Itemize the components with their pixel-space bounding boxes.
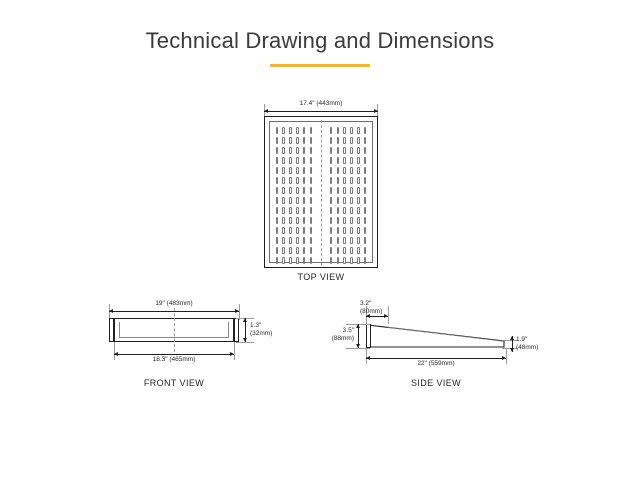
side-view-top-label xyxy=(360,300,382,316)
vent-gap xyxy=(323,237,326,244)
vent-slot xyxy=(276,157,279,164)
vent-slot xyxy=(350,147,353,154)
vent-slot xyxy=(276,217,279,224)
vent-slot xyxy=(350,227,353,234)
vent-slot xyxy=(310,187,313,194)
vent-slot xyxy=(276,197,279,204)
vent-slot xyxy=(303,167,306,174)
vent-slot xyxy=(303,227,306,234)
vent-slot xyxy=(337,187,340,194)
vent-slot xyxy=(303,217,306,224)
vent-slot xyxy=(310,247,313,254)
vent-slot xyxy=(282,177,285,184)
vent-slot xyxy=(282,187,285,194)
vent-slot xyxy=(289,257,292,264)
vent-slot xyxy=(343,137,346,144)
side-view-length-arrow-left xyxy=(366,356,370,360)
vent-gap xyxy=(323,197,326,204)
vent-slot xyxy=(282,147,285,154)
top-view-panel xyxy=(264,116,378,268)
vent-slot xyxy=(350,177,353,184)
vent-gap xyxy=(316,207,319,214)
vent-slot xyxy=(330,247,333,254)
vent-slot xyxy=(310,207,313,214)
vent-slot xyxy=(282,127,285,134)
top-view-width-label: 17.4" (443mm) xyxy=(299,100,343,107)
vent-slot xyxy=(343,227,346,234)
vent-slot xyxy=(303,137,306,144)
vent-slot xyxy=(350,247,353,254)
vent-gap xyxy=(323,167,326,174)
side-view-rear-height-line1: 1.9" xyxy=(516,336,528,343)
vent-slot xyxy=(330,207,333,214)
vent-slot xyxy=(276,227,279,234)
vent-gap xyxy=(316,217,319,224)
front-view-height-label-line1: 1.3" xyxy=(250,322,262,329)
vent-gap xyxy=(323,257,326,264)
vent-slot xyxy=(289,197,292,204)
vent-slot xyxy=(303,257,306,264)
vent-slot xyxy=(343,217,346,224)
front-view-mounting-ear-right xyxy=(234,318,239,342)
vent-slot xyxy=(337,167,340,174)
front-view-height-label-line2: (32mm) xyxy=(250,330,273,338)
vent-slot xyxy=(350,157,353,164)
vent-slot xyxy=(343,147,346,154)
vent-slot xyxy=(364,197,367,204)
vent-slot xyxy=(357,197,360,204)
vent-slot xyxy=(350,237,353,244)
vent-slot xyxy=(330,147,333,154)
title-underline-rule xyxy=(270,64,370,67)
vent-slot xyxy=(296,207,299,214)
vent-slot xyxy=(357,237,360,244)
vent-slot xyxy=(364,237,367,244)
vent-slot xyxy=(337,247,340,254)
vent-slot xyxy=(330,167,333,174)
vent-slot xyxy=(364,257,367,264)
vent-slot xyxy=(289,147,292,154)
vent-gap xyxy=(316,187,319,194)
vent-slot xyxy=(343,237,346,244)
vent-slot xyxy=(296,167,299,174)
vent-slot xyxy=(296,227,299,234)
vent-slot xyxy=(289,217,292,224)
vent-slot xyxy=(350,217,353,224)
top-view-label: TOP VIEW xyxy=(297,272,345,282)
vent-gap xyxy=(316,227,319,234)
vent-slot xyxy=(364,167,367,174)
side-view-rear-height-label xyxy=(516,336,538,352)
vent-slot xyxy=(337,207,340,214)
vent-gap xyxy=(316,247,319,254)
vent-slot xyxy=(364,227,367,234)
vent-slot xyxy=(310,167,313,174)
front-view-label: FRONT VIEW xyxy=(143,378,205,388)
vent-slot xyxy=(343,257,346,264)
vent-slot xyxy=(276,247,279,254)
vent-slot xyxy=(276,127,279,134)
front-view-height-ext-bottom xyxy=(236,342,254,343)
vent-slot xyxy=(343,127,346,134)
vent-slot xyxy=(343,177,346,184)
side-view-right-height-arrow-up xyxy=(510,336,514,340)
vent-slot xyxy=(289,187,292,194)
vent-slot xyxy=(289,247,292,254)
top-view-width-dim-line xyxy=(264,111,378,112)
vent-slot xyxy=(296,177,299,184)
vent-slot xyxy=(296,197,299,204)
side-view-top-arrow-right xyxy=(384,314,388,318)
vent-slot xyxy=(296,187,299,194)
vent-slot xyxy=(303,207,306,214)
side-view-left-height-arrow-up xyxy=(356,324,360,328)
vent-slot xyxy=(310,177,313,184)
vent-slot xyxy=(330,197,333,204)
vent-slot xyxy=(289,137,292,144)
vent-slot xyxy=(282,217,285,224)
vent-gap xyxy=(316,137,319,144)
vent-slot xyxy=(276,167,279,174)
vent-slot xyxy=(296,257,299,264)
vent-slot xyxy=(310,137,313,144)
vent-slot xyxy=(276,177,279,184)
vent-slot xyxy=(310,257,313,264)
side-view-body xyxy=(366,324,506,348)
front-view-depth-arrow-left xyxy=(114,352,118,356)
side-view-right-height-arrow-down xyxy=(510,348,514,352)
front-view-depth-ext-right xyxy=(234,342,235,360)
vent-slot xyxy=(303,237,306,244)
vent-slot xyxy=(357,167,360,174)
vent-slot xyxy=(296,157,299,164)
vent-slot xyxy=(310,197,313,204)
vent-slot xyxy=(364,147,367,154)
side-view-front-height-line2: (88mm) xyxy=(331,335,354,343)
vent-slot xyxy=(337,137,340,144)
vent-slot xyxy=(364,127,367,134)
vent-gap xyxy=(323,157,326,164)
vent-slot xyxy=(330,137,333,144)
vent-slot xyxy=(343,197,346,204)
vent-slot xyxy=(282,207,285,214)
vent-slot xyxy=(296,237,299,244)
vent-slot xyxy=(343,207,346,214)
vent-slot xyxy=(282,257,285,264)
vent-slot xyxy=(289,207,292,214)
vent-gap xyxy=(316,127,319,134)
page-title: Technical Drawing and Dimensions xyxy=(145,28,495,53)
front-view-height-arrow-down xyxy=(243,338,247,342)
vent-slot xyxy=(364,217,367,224)
side-view-top-label-line1: 3.2" xyxy=(360,300,372,307)
vent-slot xyxy=(282,247,285,254)
vent-slot xyxy=(343,167,346,174)
vent-slot xyxy=(282,137,285,144)
side-view-length-ext-right xyxy=(506,348,507,364)
vent-slot xyxy=(310,227,313,234)
side-view-front-height-label xyxy=(322,327,354,343)
top-view-drawing xyxy=(258,100,384,280)
vent-gap xyxy=(323,217,326,224)
vent-slot xyxy=(310,237,313,244)
vent-gap xyxy=(316,257,319,264)
vent-gap xyxy=(323,147,326,154)
vent-slot xyxy=(350,197,353,204)
vent-slot xyxy=(303,197,306,204)
vent-slot xyxy=(364,187,367,194)
vent-slot xyxy=(357,127,360,134)
side-view-rear-height-line2: (48mm) xyxy=(516,344,539,352)
vent-gap xyxy=(323,227,326,234)
vent-slot xyxy=(330,237,333,244)
vent-slot xyxy=(350,257,353,264)
side-view-length-arrow-right xyxy=(502,356,506,360)
vent-slot xyxy=(296,147,299,154)
vent-gap xyxy=(323,207,326,214)
vent-slot xyxy=(289,227,292,234)
vent-slot xyxy=(343,187,346,194)
vent-slot xyxy=(357,207,360,214)
vent-slot xyxy=(337,257,340,264)
vent-slot xyxy=(357,157,360,164)
vent-slot xyxy=(276,257,279,264)
vent-slot xyxy=(330,177,333,184)
vent-slot xyxy=(310,157,313,164)
vent-slot xyxy=(330,127,333,134)
vent-gap xyxy=(316,147,319,154)
vent-slot xyxy=(350,137,353,144)
vent-slot xyxy=(282,197,285,204)
vent-slot xyxy=(343,157,346,164)
front-view-width-arrow-right xyxy=(235,309,239,313)
vent-slot xyxy=(303,157,306,164)
top-view-dim-arrow-right xyxy=(374,109,378,113)
vent-gap xyxy=(323,177,326,184)
vent-gap xyxy=(323,127,326,134)
vent-slot xyxy=(337,237,340,244)
vent-gap xyxy=(316,197,319,204)
vent-gap xyxy=(323,187,326,194)
vent-slot xyxy=(357,227,360,234)
vent-slot xyxy=(303,147,306,154)
vent-slot xyxy=(276,147,279,154)
vent-slot xyxy=(330,227,333,234)
vent-slot xyxy=(337,177,340,184)
vent-slot xyxy=(357,147,360,154)
vent-slot xyxy=(276,207,279,214)
side-view-length-dim-line xyxy=(366,358,506,359)
vent-slot xyxy=(289,127,292,134)
top-view-vent-grid xyxy=(274,127,368,257)
vent-slot xyxy=(350,187,353,194)
side-view-front-bracket xyxy=(366,324,371,348)
vent-slot xyxy=(330,187,333,194)
vent-gap xyxy=(316,237,319,244)
vent-slot xyxy=(364,157,367,164)
vent-slot xyxy=(330,217,333,224)
front-view-depth-label: 18.3" (465mm) xyxy=(152,356,196,363)
vent-slot xyxy=(289,177,292,184)
vent-slot xyxy=(296,127,299,134)
top-view-dim-arrow-left xyxy=(264,109,268,113)
side-view-drawing xyxy=(331,296,539,400)
vent-slot xyxy=(350,207,353,214)
vent-slot xyxy=(276,137,279,144)
side-view-wedge-profile xyxy=(366,324,506,348)
vent-slot xyxy=(289,167,292,174)
front-view-depth-arrow-right xyxy=(230,352,234,356)
front-view-height-arrow-up xyxy=(243,318,247,322)
vent-slot xyxy=(310,147,313,154)
vent-slot xyxy=(350,167,353,174)
vent-slot xyxy=(303,247,306,254)
vent-slot xyxy=(303,177,306,184)
vent-slot xyxy=(296,247,299,254)
vent-slot xyxy=(276,237,279,244)
front-view-width-label: 19" (483mm) xyxy=(155,300,193,307)
vent-slot xyxy=(364,177,367,184)
vent-slot xyxy=(337,157,340,164)
side-view-top-label-line2: (80mm) xyxy=(360,308,383,316)
vent-slot xyxy=(282,167,285,174)
vent-slot xyxy=(282,227,285,234)
side-view-length-label: 22" (559mm) xyxy=(417,360,455,367)
front-view-body xyxy=(114,318,234,342)
vent-slot xyxy=(357,187,360,194)
vent-slot xyxy=(337,197,340,204)
front-view-drawing xyxy=(100,296,273,400)
front-view-height-label xyxy=(250,322,272,338)
vent-slot xyxy=(364,207,367,214)
vent-slot xyxy=(303,187,306,194)
vent-slot xyxy=(282,237,285,244)
front-view-depth-dim-line xyxy=(114,354,234,355)
front-view-center-line xyxy=(174,308,175,352)
side-view-top-ext-right xyxy=(388,306,389,324)
vent-slot xyxy=(330,157,333,164)
vent-slot xyxy=(289,157,292,164)
side-view-front-height-line1: 3.5" xyxy=(342,327,354,334)
front-view-mounting-ear-left xyxy=(109,318,114,342)
front-view-width-arrow-left xyxy=(109,309,113,313)
vent-slot xyxy=(296,137,299,144)
vent-slot xyxy=(289,237,292,244)
vent-gap xyxy=(323,247,326,254)
vent-slot xyxy=(343,247,346,254)
vent-slot xyxy=(350,127,353,134)
vent-slot xyxy=(357,177,360,184)
vent-slot xyxy=(357,257,360,264)
side-view-label: SIDE VIEW xyxy=(410,378,462,388)
vent-gap xyxy=(323,137,326,144)
vent-slot xyxy=(303,127,306,134)
vent-slot xyxy=(364,137,367,144)
vent-slot xyxy=(310,217,313,224)
vent-slot xyxy=(337,217,340,224)
vent-slot xyxy=(357,217,360,224)
vent-slot xyxy=(310,127,313,134)
vent-gap xyxy=(316,167,319,174)
vent-gap xyxy=(316,157,319,164)
vent-gap xyxy=(316,177,319,184)
vent-slot xyxy=(337,127,340,134)
vent-slot xyxy=(337,227,340,234)
side-view-left-height-arrow-down xyxy=(356,344,360,348)
vent-slot xyxy=(282,157,285,164)
vent-slot xyxy=(364,247,367,254)
vent-slot xyxy=(276,187,279,194)
vent-slot xyxy=(357,137,360,144)
vent-slot xyxy=(357,247,360,254)
vent-slot xyxy=(337,147,340,154)
vent-slot xyxy=(296,217,299,224)
